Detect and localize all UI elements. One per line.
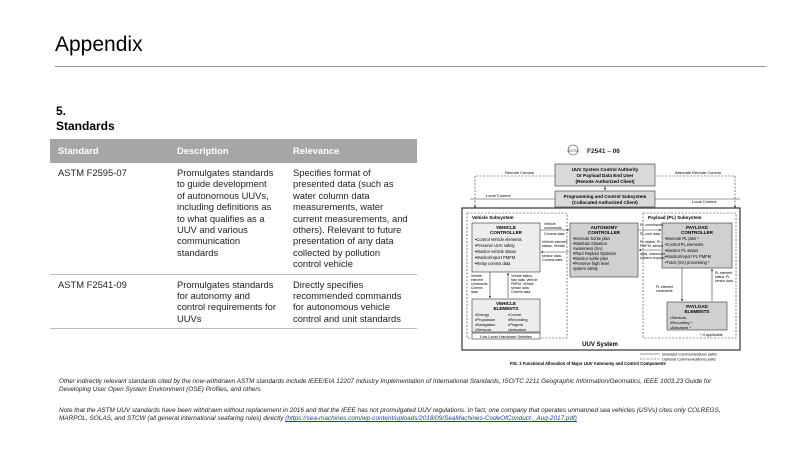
svg-text:AUTONOMY: AUTONOMY [590, 225, 618, 230]
svg-text:Programming and Control Subsys: Programming and Control Subsystem [563, 194, 647, 199]
uuv-architecture-diagram [450, 140, 750, 372]
vehicle-subsystem-label: Vehicle Subsystem [472, 215, 514, 220]
vehicle-commands-label [544, 222, 564, 236]
local-comms-label-left: Local Comms [486, 193, 511, 198]
svg-text:CONTROLLER: CONTROLLER [490, 230, 522, 235]
svg-text:CONTROLLER: CONTROLLER [681, 230, 713, 235]
withdrawal-note-text: Note that the ASTM UUV standards have been withdrawn without replacement in 2016 and that the IEEE has not promulgated UUV regulations. In fact, one company that operates unmanned sea vehicles (USVs) cites only COLREGS, MARPOL, SOLAS, and STCW (all general international seafaring rules) directly [59, 407, 721, 423]
svg-text:Standard Communications paths: Standard Communications paths [662, 352, 718, 357]
vehicle-controller-box [472, 223, 540, 272]
payload-subsystem-label: Payload (PL) Subsystem [648, 215, 702, 220]
svg-text:Comms: Comms [471, 286, 483, 290]
svg-text:•Control PL elements: •Control PL elements [665, 242, 704, 247]
svg-text:PL status, PL: PL status, PL [640, 240, 662, 244]
withdrawal-note [59, 407, 739, 424]
svg-text:ELEMENTS: ELEMENTS [684, 309, 710, 314]
indirect-standards-note: Other indirectly relevant standards cited by the now-withdrawn ASTM standards include IEEE/EIA 12207 Industry Implementation of International Standards, ISO/TC 2211 Geographic Information/Geomatics, IEEE 1003.23 Guide for Developing User Open System Environment (OSE) Profiles, and others [59, 378, 712, 394]
svg-text:PMFM, Vehicle: PMFM, Vehicle [511, 282, 534, 286]
vehicle-status-label [542, 240, 567, 262]
svg-text:status, PL: status, PL [715, 275, 731, 279]
svg-text:Vehicle: Vehicle [471, 274, 482, 278]
svg-text:data: data [471, 290, 478, 294]
column-header-standard: Standard [50, 139, 169, 163]
svg-text:•Maintain Situation: •Maintain Situation [573, 241, 607, 246]
remote-comms-label: Remote Comms [505, 170, 534, 175]
cell-description: Promulgates standards for autonomy and control requirements for UUVs [169, 274, 285, 329]
svg-text:PL element: PL element [715, 271, 733, 275]
svg-text:•Navigation: •Navigation [475, 322, 496, 327]
alt-remote-comms-label: Alternate Remote Comms [675, 170, 722, 175]
local-comms-label-right: Local Comms [692, 199, 717, 204]
table-row [50, 163, 417, 274]
svg-text:•Actuators *: •Actuators * [670, 325, 691, 330]
table-row [50, 274, 417, 329]
autonomy-controller-box [570, 223, 638, 277]
svg-text:commands,: commands, [471, 282, 489, 286]
cell-standard: ASTM F2541-09 [50, 274, 169, 329]
svg-text:commands,: commands, [544, 226, 563, 230]
vehicle-status-lower-label [511, 274, 538, 294]
svg-text:•Preserve high level: •Preserve high level [573, 261, 610, 266]
figure-caption: FIG. 3 Functional Allocation of Major UUV Autonomy and Control Components [510, 361, 666, 366]
svg-text:Vehicle: Vehicle [544, 222, 556, 226]
svg-text:•Energy: •Energy [475, 312, 490, 317]
svg-text:•Preserve UUV safety: •Preserve UUV safety [475, 243, 515, 248]
svg-text:Nav data, Vehicle: Nav data, Vehicle [511, 278, 538, 282]
svg-text:sustem request: sustem request [640, 256, 665, 260]
svg-text:status, Vehicle: status, Vehicle [542, 244, 566, 248]
svg-text:(Collocated Authorized Client): (Collocated Authorized Client) [572, 200, 638, 205]
svg-text:Comms data: Comms data [511, 290, 531, 294]
svg-text:•Recording: •Recording [508, 317, 528, 322]
low-level-safeties-box [472, 333, 540, 339]
svg-text:VEHICLE: VEHICLE [496, 301, 516, 306]
uuv-system-label: UUV System [582, 342, 618, 348]
svg-text:•Monitor sortie plan: •Monitor sortie plan [573, 256, 609, 261]
svg-text:•Pingers: •Pingers [508, 322, 523, 327]
svg-text:•Control Vehicle elements: •Control Vehicle elements [475, 237, 522, 242]
programming-subsystem-box [555, 191, 655, 207]
svg-text:•Execute Sortie plan: •Execute Sortie plan [573, 236, 610, 241]
section-number: 5. [56, 104, 67, 118]
svg-text:•Plan/ Replan/ Optimize: •Plan/ Replan/ Optimize [573, 251, 617, 256]
cell-standard: ASTM F2595-07 [50, 163, 169, 274]
svg-text:PL commands,: PL commands, [640, 223, 664, 227]
seamachines-link[interactable]: (https://sea-machines.com/wp-content/uploads/2018/09/SeaMachines-CodeOfConduct-_Aug-2017.pdf) [285, 415, 577, 423]
section-title: Standards [56, 119, 115, 133]
title-divider [55, 66, 766, 67]
svg-text:•Propulsion: •Propulsion [475, 317, 496, 322]
table-header-row [50, 139, 417, 163]
cell-description: Promulgates standards to guide development of autonomous UUVs, including definitions as to what qualifies as a UUV and various communication standards [169, 163, 285, 274]
svg-text:PL element: PL element [656, 285, 674, 289]
svg-text:Awareness (SA): Awareness (SA) [573, 246, 603, 251]
svg-text:•Recording *: •Recording * [670, 320, 693, 325]
svg-text:data, maneuver: data, maneuver [640, 252, 665, 256]
svg-text:commands: commands [656, 289, 673, 293]
svg-text:sensor data,: sensor data, [542, 254, 562, 258]
standards-table [50, 139, 417, 329]
svg-text:Vehicle element: Vehicle element [542, 240, 568, 244]
svg-text:PL com data: PL com data [640, 232, 661, 236]
svg-text:•Track (SA) processing *: •Track (SA) processing * [665, 260, 710, 265]
svg-text:CONTROLLER: CONTROLLER [588, 230, 620, 235]
svg-text:(Remote Authorized Client): (Remote Authorized Client) [575, 179, 635, 184]
svg-text:sensor data,: sensor data, [511, 286, 530, 290]
svg-text:ELEMENTS: ELEMENTS [493, 306, 519, 311]
column-header-description: Description [169, 139, 285, 163]
section-heading [56, 104, 115, 134]
svg-text:•Actuators: •Actuators [508, 327, 527, 332]
uuv-authority-box [555, 164, 655, 186]
svg-text:•Relay comms data: •Relay comms data [475, 261, 511, 266]
svg-text:Vehicle status,: Vehicle status, [511, 274, 533, 278]
cell-relevance: Directly specifies recommended commands for autonomous vehicle control and unit standards [285, 274, 417, 329]
svg-text:•Execute PL plan *: •Execute PL plan * [665, 236, 699, 241]
vehicle-element-commands-label [471, 274, 489, 294]
payload-controller-box [662, 223, 732, 268]
svg-text:element: element [471, 278, 484, 282]
payload-elements-box [667, 302, 727, 330]
svg-text:•Monitor/report PL PMFM: •Monitor/report PL PMFM [665, 254, 712, 259]
svg-text:UUV System Control Authority: UUV System Control Authority [571, 167, 639, 172]
svg-text:system safety: system safety [573, 266, 599, 271]
svg-text:PMFM, sensor: PMFM, sensor [640, 244, 664, 248]
pl-element-commands-label [656, 285, 673, 293]
svg-text:•Monitor PL status: •Monitor PL status [665, 248, 699, 253]
column-header-relevance: Relevance [285, 139, 417, 163]
page-title: Appendix [55, 33, 143, 56]
svg-text:•Sensors: •Sensors [670, 315, 687, 320]
svg-text:•Monitor/report PMFM: •Monitor/report PMFM [475, 255, 516, 260]
svg-text:ASTM: ASTM [567, 148, 579, 153]
svg-text:Comms data: Comms data [544, 232, 565, 236]
svg-text:Comms data: Comms data [542, 258, 563, 262]
figure-id: F2541 – 06 [587, 148, 620, 155]
svg-text:PAYLOAD: PAYLOAD [686, 304, 708, 309]
pl-element-status-label [715, 271, 733, 283]
svg-text:Optional Communications paths: Optional Communications paths [662, 357, 716, 362]
svg-text:•Sensors: •Sensors [475, 327, 492, 332]
if-applicable-note: * If applicable [700, 333, 723, 337]
vehicle-elements-box [472, 299, 540, 332]
figure-id-badge [567, 145, 620, 155]
pl-commands-label [640, 223, 664, 236]
svg-text:Or Payload Data End User: Or Payload Data End User [576, 173, 634, 178]
svg-text:Low Level Hardware Safeties: Low Level Hardware Safeties [479, 333, 533, 339]
svg-text:•Monitor vehicle status: •Monitor vehicle status [475, 249, 517, 254]
cell-relevance: Specifies format of presented data (such as water column data measurements, water current measurements, and others). Relevant to future presentation of any data collected by pollution control vehicle [285, 163, 417, 274]
svg-text:•Comm: •Comm [508, 312, 522, 317]
svg-text:sensor data: sensor data [715, 279, 733, 283]
svg-text:PAYLOAD: PAYLOAD [686, 225, 708, 230]
svg-text:VEHICLE: VEHICLE [496, 225, 516, 230]
